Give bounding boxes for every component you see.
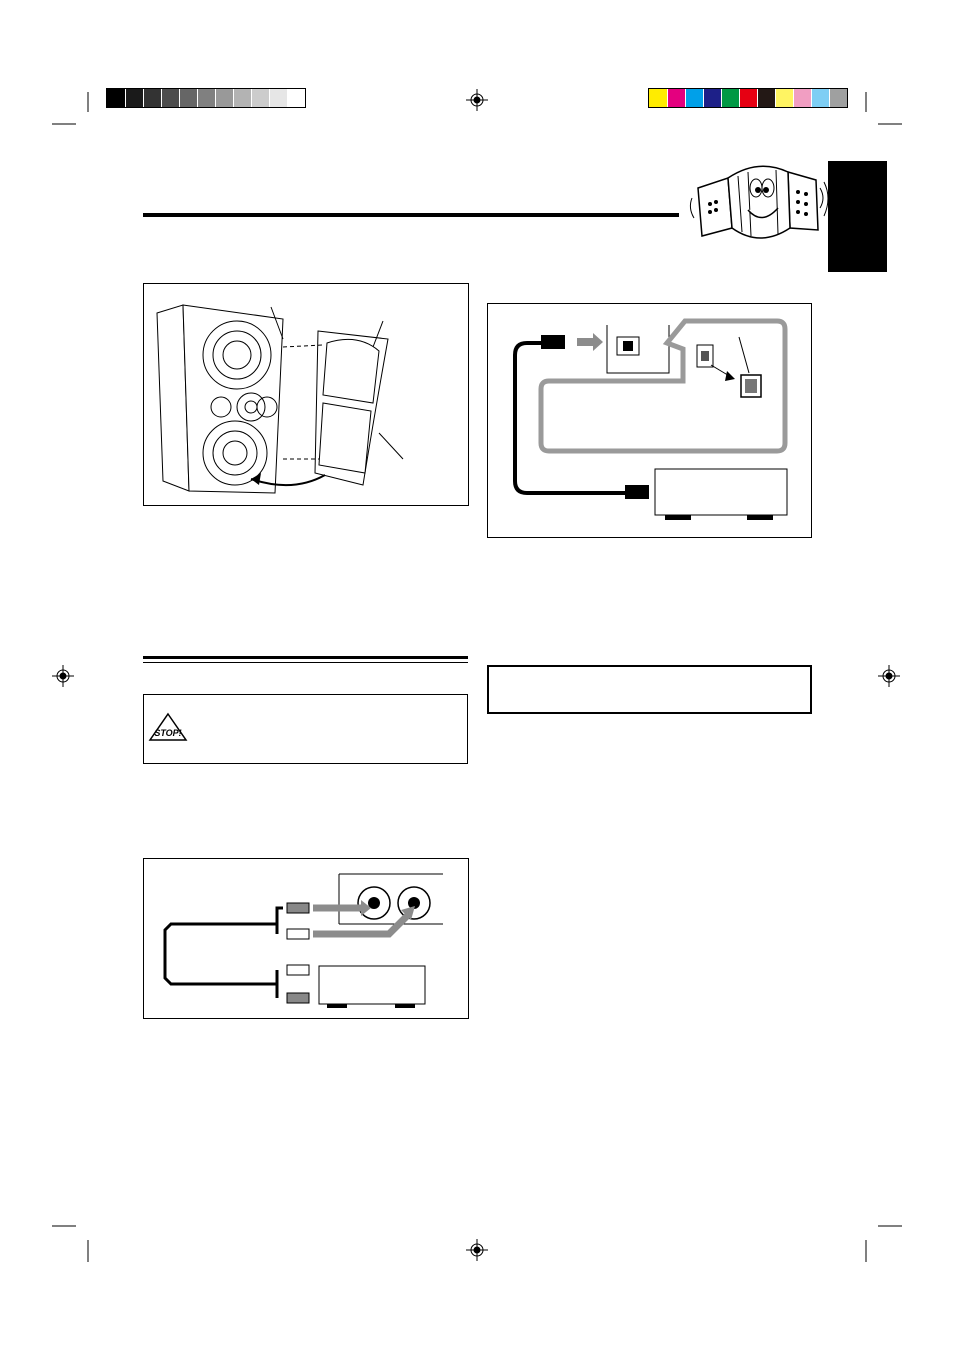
caution-box bbox=[143, 694, 468, 764]
accordion-mascot-illustration bbox=[688, 158, 828, 248]
registration-target-right bbox=[878, 665, 900, 687]
header-rule bbox=[143, 213, 679, 217]
notice-box bbox=[487, 665, 812, 714]
registration-target-top bbox=[466, 89, 488, 111]
language-tab bbox=[828, 161, 887, 272]
section-rule-thin bbox=[143, 662, 468, 663]
stop-icon-label: STOP! bbox=[154, 728, 182, 738]
registration-target-left bbox=[52, 665, 74, 687]
speaker-grille-drawing bbox=[143, 283, 469, 506]
section-rule-thick bbox=[143, 656, 468, 659]
stop-warning-icon bbox=[148, 712, 188, 742]
optical-connection-drawing bbox=[487, 303, 812, 538]
analog-connection-drawing bbox=[143, 858, 469, 1019]
registration-target-bottom bbox=[466, 1239, 488, 1261]
